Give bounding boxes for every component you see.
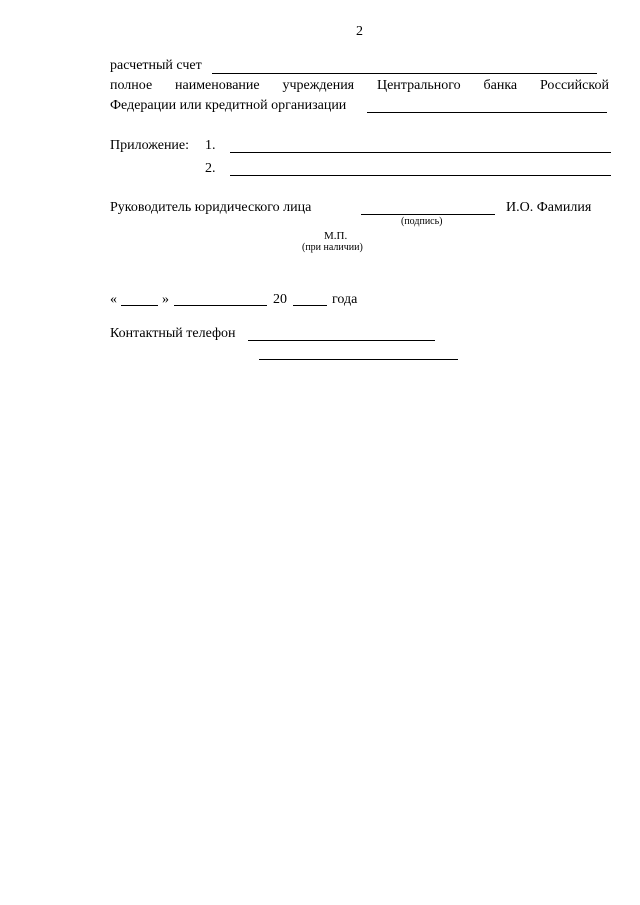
bank-word: Центрального <box>376 78 461 93</box>
signature-caption: (подпись) <box>401 216 443 227</box>
attachment-field-1[interactable] <box>230 152 611 153</box>
date-close-quote: » <box>162 292 169 307</box>
attachment-number-2: 2. <box>205 161 216 176</box>
attachments-label: Приложение: <box>110 138 190 153</box>
bank-name-line2: Федерации или кредитной организации <box>110 98 347 113</box>
bank-word: Российской <box>539 78 609 93</box>
stamp-note: (при наличии) <box>302 242 363 253</box>
bank-word: наименование <box>175 78 260 93</box>
contact-phone-field[interactable] <box>248 340 435 341</box>
bank-word: полное <box>110 78 153 93</box>
bank-word: учреждения <box>282 78 355 93</box>
head-name: И.О. Фамилия <box>506 200 592 215</box>
attachment-number-1: 1. <box>205 138 216 153</box>
date-year-word: года <box>332 292 358 307</box>
contact-label: Контактный телефон <box>110 326 236 341</box>
account-field[interactable] <box>212 73 597 74</box>
bank-word: банка <box>483 78 518 93</box>
contact-extra-field[interactable] <box>259 359 458 360</box>
head-label: Руководитель юридического лица <box>110 200 312 215</box>
date-year-field[interactable] <box>293 305 327 306</box>
stamp-label: М.П. <box>324 230 348 242</box>
date-month-field[interactable] <box>174 305 267 306</box>
bank-name-line1 <box>110 78 609 94</box>
date-open-quote: « <box>110 292 117 307</box>
date-century: 20 <box>273 292 287 307</box>
attachment-field-2[interactable] <box>230 175 611 176</box>
page-number: 2 <box>356 24 363 39</box>
signature-field[interactable] <box>361 214 495 215</box>
bank-name-field[interactable] <box>367 112 607 113</box>
date-day-field[interactable] <box>121 305 158 306</box>
account-label: расчетный счет <box>110 58 202 73</box>
